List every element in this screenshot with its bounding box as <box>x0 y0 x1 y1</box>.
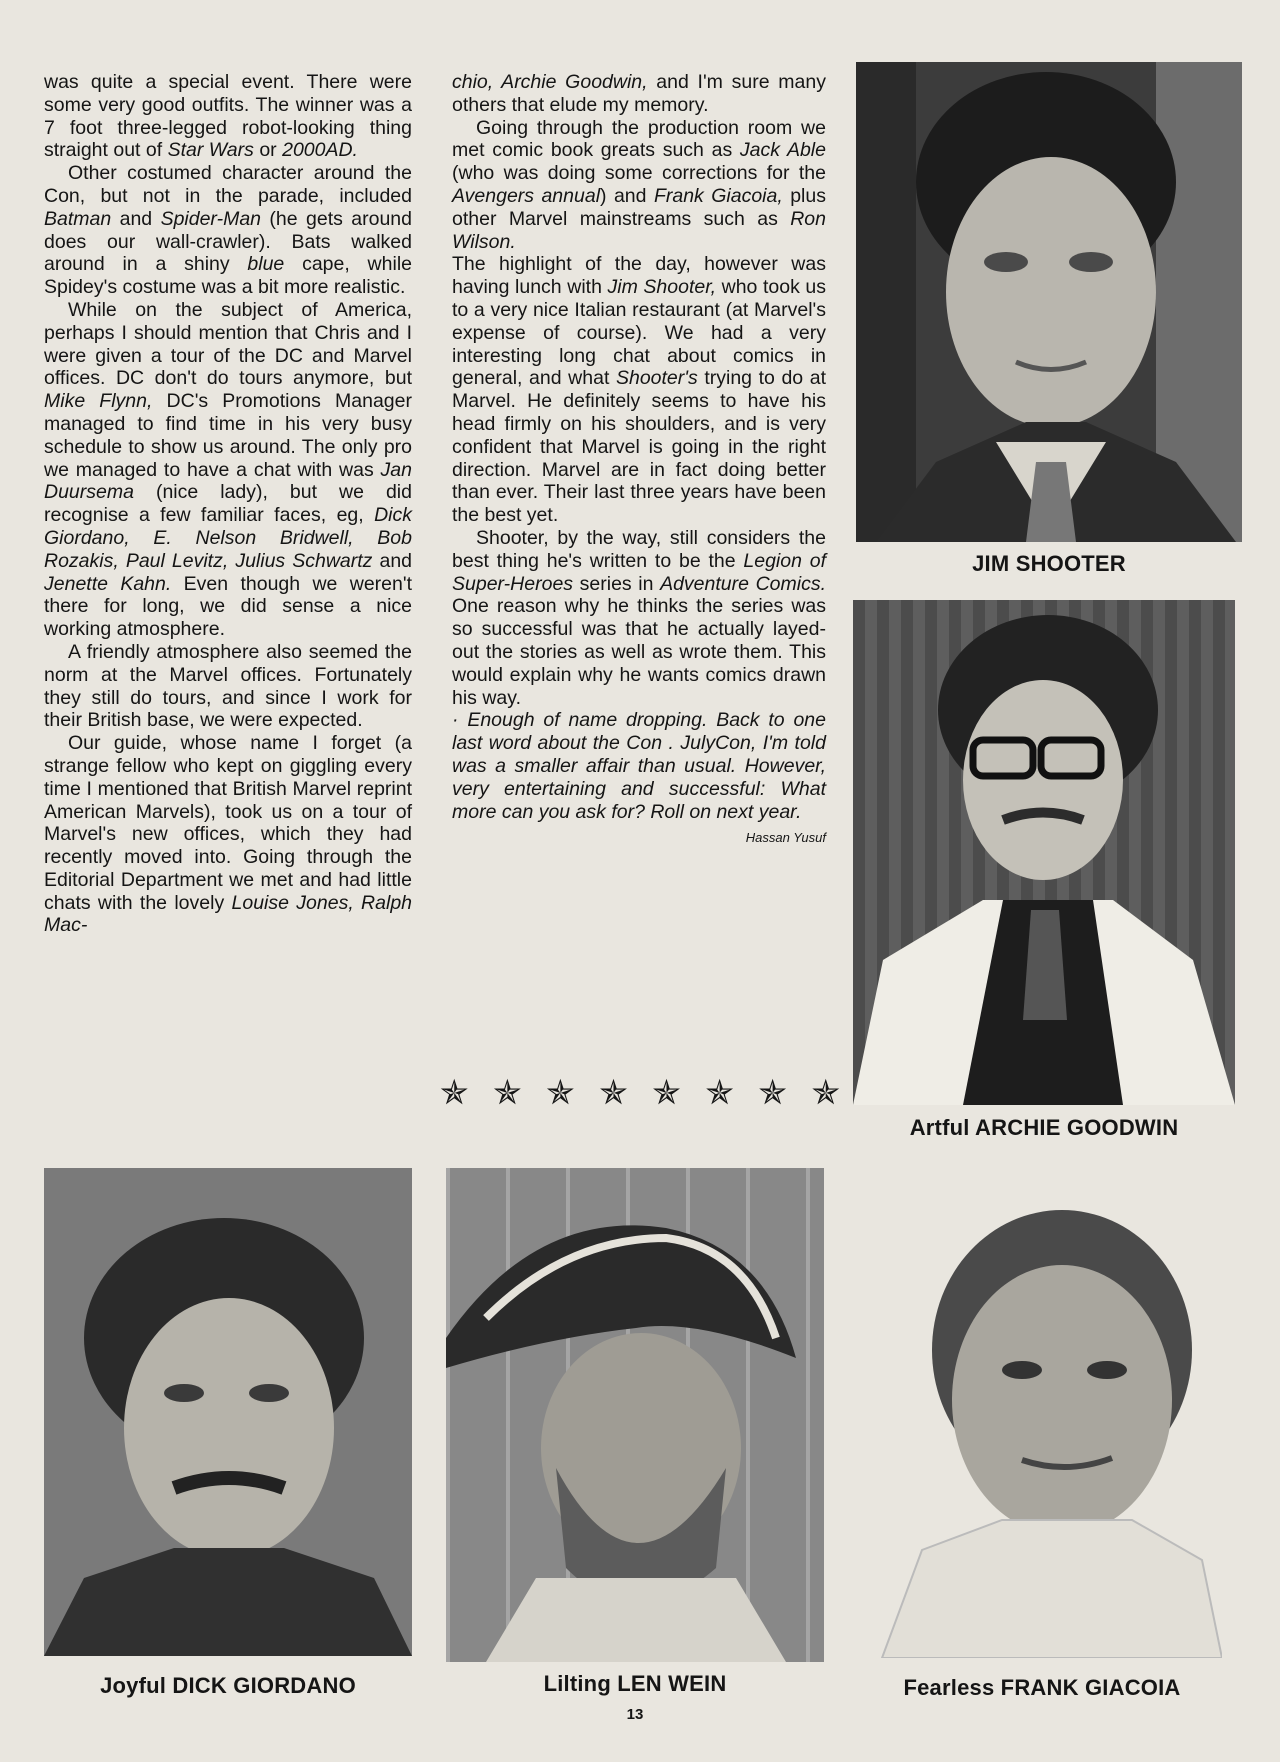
photo-archie-goodwin <box>853 600 1235 1105</box>
italic-text: Jan Duursema <box>44 458 412 504</box>
text-run: and <box>372 549 413 572</box>
photo-dick-giordano <box>44 1168 412 1656</box>
text-run: The highlight of the day, however was having lunch with <box>452 253 826 299</box>
text-run: While on the subject of America, perhaps I should mention that Chris and I were given a tour of the DC and Marvel offices. DC don't do tours anymore, but <box>44 298 412 390</box>
text-run: Going through the production room we met comic book greats such as <box>452 116 826 162</box>
article-column-1 <box>44 71 412 937</box>
paragraph <box>452 71 826 117</box>
article-column-2 <box>452 71 826 850</box>
photo-frank-giacoia <box>862 1200 1222 1658</box>
text-run: plus other Marvel mainstreams such as <box>452 184 826 230</box>
caption-len-wein: Lilting LEN WEIN <box>543 1671 727 1696</box>
italic-text: Adventure Comics. <box>660 572 827 595</box>
star-icon: ✯ <box>652 1074 681 1112</box>
paragraph <box>452 117 826 254</box>
text-run: and I'm sure many others that elude my memory. <box>452 71 826 116</box>
paragraph <box>44 71 412 162</box>
star-icon: ✯ <box>546 1074 575 1112</box>
italic-text: · Enough of name dropping. Back to one last word about the Con . JulyCon, I'm told was a smaller affair than usual. However, very entertaining and successful: What more can you ask for? Roll on next year. <box>452 709 826 823</box>
italic-text: Ron Wilson. <box>452 207 826 253</box>
text-run: who took us to a very nice Italian restaurant (at Marvel's expense of course). We had a very interesting long chat about comics in general, and what <box>452 276 827 390</box>
text-run: DC's Promotions Manager managed to find time in his very busy schedule to show us around. The only pro we managed to have a chat with was <box>44 390 412 481</box>
star-icon: ✯ <box>440 1074 469 1112</box>
paragraph <box>452 709 826 823</box>
star-icon: ✯ <box>493 1074 522 1112</box>
italic-text: Jack Able <box>739 139 826 162</box>
author-signature: Hassan Yusuf <box>745 830 826 846</box>
text-run: (he gets around does our wall-crawler). Bats walked around in a shiny <box>44 207 413 276</box>
paragraph <box>44 732 412 937</box>
italic-text: 2000AD. <box>282 139 358 162</box>
italic-text: Avengers annual <box>452 184 601 207</box>
text-run: was quite a special event. There were some very good outfits. The winner was a 7 foot three-legged robot-looking thing straight out of <box>44 71 412 162</box>
text-run: Shooter, by the way, still considers the best thing he's written to be the <box>452 526 826 572</box>
paragraph <box>452 527 826 709</box>
paragraph <box>44 162 412 299</box>
caption-frank-giacoia: Fearless FRANK GIACOIA <box>903 1675 1181 1700</box>
text-run: ) and <box>600 184 654 207</box>
italic-text: Jim Shooter, <box>607 276 717 299</box>
text-run: Our guide, whose name I forget (a strange fellow who kept on giggling every time I mentioned that British Marvel reprint American Marvels), took us on a tour of Marvel's new offices, which they had recently moved into. Going through the Editorial Department we met and had little chats with the lovely <box>44 732 412 914</box>
italic-text: Mike Flynn, <box>44 390 153 413</box>
photo-len-wein <box>446 1168 824 1662</box>
text-run: trying to do at Marvel. He definitely seems to have his head firmly on his shoulders, and is very confident that Marvel is going in the right direction. Marvel are in fact doing better than ever. Their last three years have been the best yet. <box>452 367 826 527</box>
italic-text: Batman <box>44 207 112 230</box>
star-icon: ✯ <box>758 1074 787 1112</box>
italic-text: Spider-Man <box>160 207 262 230</box>
star-icon: ✯ <box>811 1074 840 1112</box>
photo-jim-shooter <box>856 62 1242 542</box>
star-icon: ✯ <box>599 1074 628 1112</box>
text-run: or <box>253 139 283 162</box>
italic-text: Jenette Kahn. <box>44 572 172 595</box>
italic-text: blue <box>247 253 285 276</box>
paragraph <box>44 641 412 732</box>
italic-text: chio, Archie Goodwin, <box>452 71 648 93</box>
paragraph <box>452 253 826 527</box>
text-run: Even though we weren't there for long, we did sense a nice working atmosphere. <box>44 572 412 641</box>
italic-text: Shooter's <box>615 367 698 390</box>
caption-dick-giordano: Joyful DICK GIORDANO <box>100 1673 356 1698</box>
text-run: (who was doing some corrections for the <box>452 162 826 185</box>
caption-archie-goodwin: Artful ARCHIE GOODWIN <box>909 1115 1179 1140</box>
paragraph <box>44 299 412 641</box>
italic-text: Star Wars <box>167 139 254 162</box>
text-run: Other costumed character around the Con, but not in the parade, included <box>44 162 412 207</box>
text-run: cape, while Spidey's costume was a bit more realistic. <box>44 253 412 299</box>
star-icon: ✯ <box>705 1074 734 1112</box>
italic-text: Legion of Super-Heroes <box>452 549 826 595</box>
text-run: (nice lady), but we did recognise a few familiar faces, eg, <box>44 481 412 527</box>
text-run: One reason why he thinks the series was so successful was that he actually layed-out the stories as well as wrote them. This would explain why he wants comics drawn his way. <box>452 595 826 709</box>
text-run: series in <box>573 572 661 595</box>
article-column-2-body <box>452 71 826 823</box>
text-run: and <box>111 207 161 230</box>
page-number: 13 <box>626 1706 644 1723</box>
italic-text: Frank Giacoia, <box>653 184 783 207</box>
italic-text: Dick Giordano, E. Nelson Bridwell, Bob Rozakis, Paul Levitz, Julius Schwartz <box>44 504 412 572</box>
caption-jim-shooter: JIM SHOOTER <box>972 551 1126 576</box>
star-divider <box>440 1075 840 1111</box>
italic-text: Louise Jones, Ralph Mac- <box>44 891 413 937</box>
text-run: A friendly atmosphere also seemed the norm at the Marvel offices. Fortunately they still do tours, and since I work for their British base, we were expected. <box>44 640 412 732</box>
